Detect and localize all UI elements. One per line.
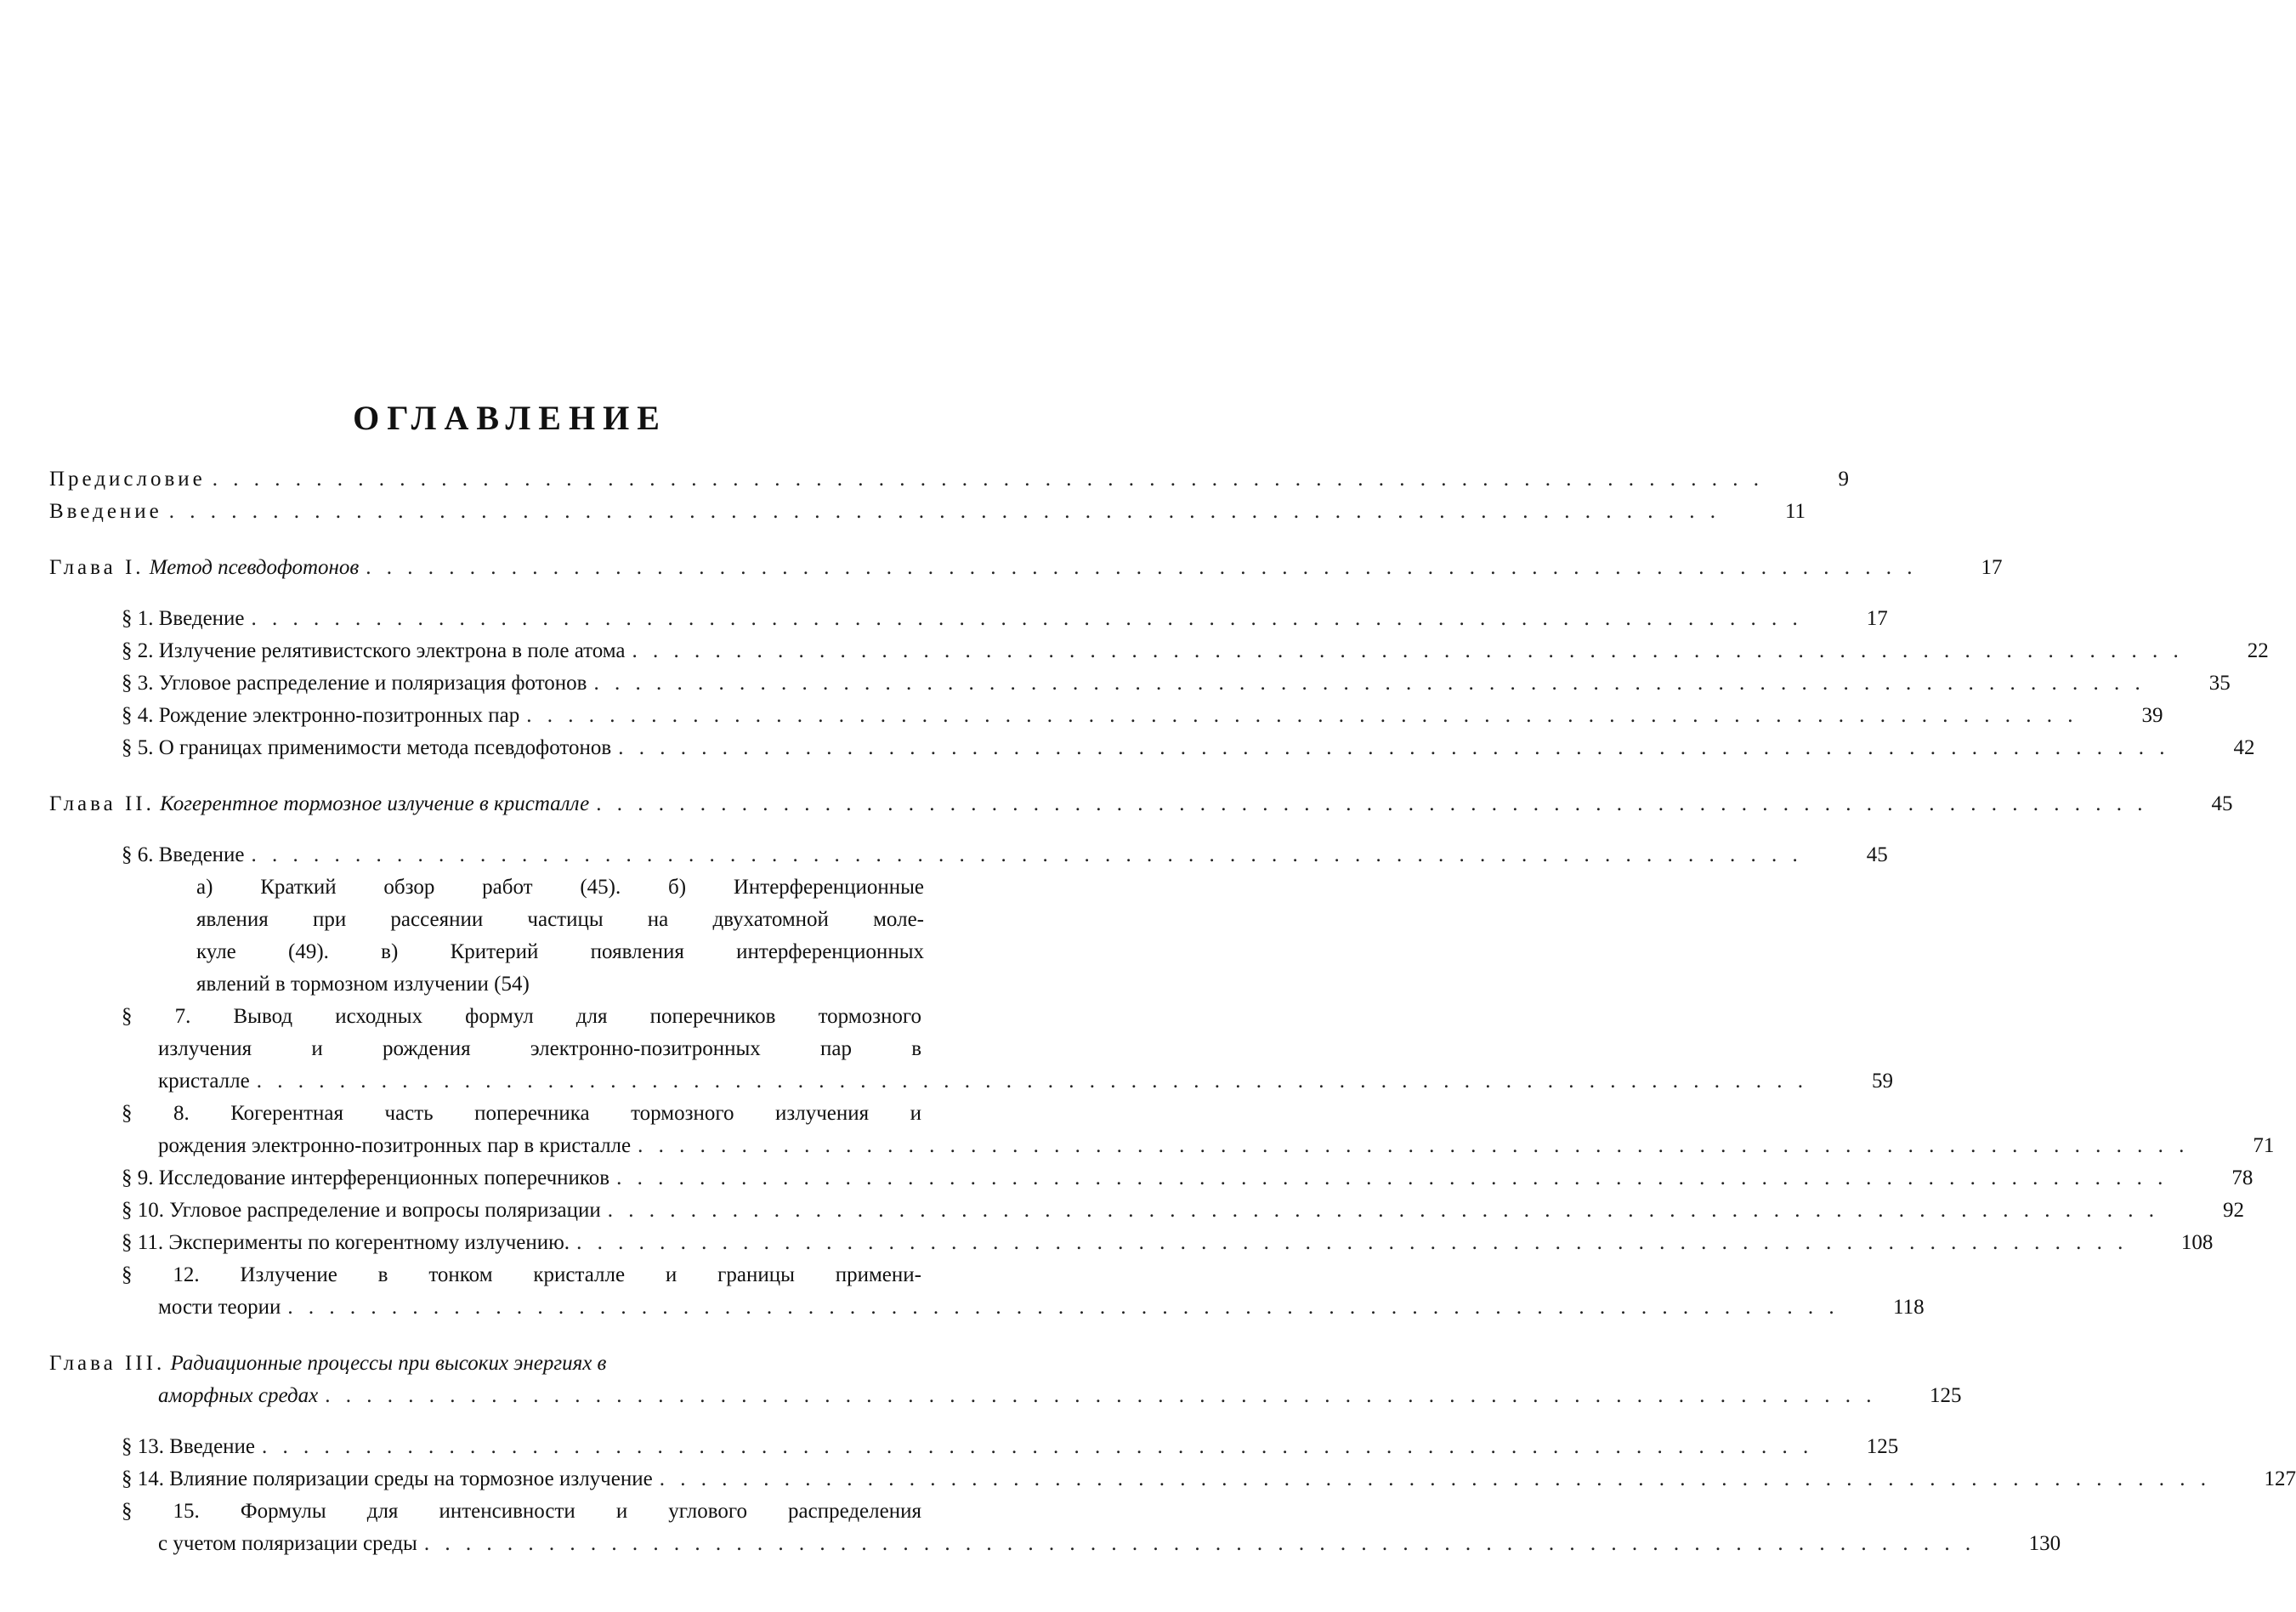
dot-leader: . . . . . . . . . . . . . . . . . . . . . . . . . . . . . . . . . . . . . . . . . . . . . . . . . . . . . . . . . . . . . . . . . . . . . . . . . . .: [423, 1532, 1976, 1555]
toc-section-10[interactable]: [49, 1195, 2244, 1227]
dot-leader: . . . . . . . . . . . . . . . . . . . . . . . . . . . . . . . . . . . . . . . . . . . . . . . . . . . . . . . . . . . . . . . . . . . . . . . . . . .: [168, 500, 1721, 523]
page-number: 11: [1784, 500, 1806, 523]
page-number: 45: [1866, 843, 1888, 866]
dot-leader: . . . . . . . . . . . . . . . . . . . . . . . . . . . . . . . . . . . . . . . . . . . . . . . . . . . . . . . . . . . . . . . . . . . . . . . . . . .: [576, 1231, 2129, 1254]
entry-label: Введение: [49, 500, 162, 523]
toc-section-15[interactable]: [49, 1496, 2061, 1560]
toc-entry-preface[interactable]: [49, 463, 1850, 496]
page-number: 71: [2253, 1134, 2275, 1157]
entry-label-line: § 15. Формулы для интенсивности и углового распределения: [122, 1500, 921, 1523]
page-number: 22: [2247, 639, 2269, 662]
chapter-title: Метод псевдофотонов: [149, 556, 360, 579]
entry-label: § 1. Введение: [122, 607, 245, 630]
toc-section-9[interactable]: [49, 1162, 2253, 1195]
chapter-label: Глава II.: [49, 792, 155, 815]
page-number: 17: [1866, 607, 1888, 630]
chapter-label: Глава I.: [49, 556, 145, 579]
entry-label-line: § 7. Вывод исходных формул для поперечников тормозного: [122, 1005, 921, 1028]
dot-leader: . . . . . . . . . . . . . . . . . . . . . . . . . . . . . . . . . . . . . . . . . . . . . . . . . . . . . . . . . . . . . . . . . . . . . . . . . . .: [325, 1384, 1877, 1407]
toc-chapter-1[interactable]: [49, 552, 2003, 584]
entry-label: § 5. О границах применимости метода псевдофотонов: [122, 736, 612, 759]
entry-label-line: мости теории: [158, 1296, 281, 1319]
dot-leader: . . . . . . . . . . . . . . . . . . . . . . . . . . . . . . . . . . . . . . . . . . . . . . . . . . . . . . . . . . . . . . . . . . . . . . . . . . .: [659, 1467, 2211, 1490]
page-number: 9: [1838, 468, 1850, 491]
toc-chapter-2[interactable]: [49, 788, 2233, 820]
page-number: 127: [2264, 1467, 2296, 1490]
page-number: 125: [1866, 1435, 1899, 1458]
subtopic-line: явлений в тормозном излучении (54): [196, 973, 530, 996]
toc-section-13[interactable]: [49, 1431, 1899, 1463]
page-title: ОГЛАВЛЕНИЕ: [353, 399, 667, 437]
entry-label: § 13. Введение: [122, 1435, 256, 1458]
page-number: 125: [1929, 1384, 1962, 1407]
subtopic-line: куле (49). в) Критерий появления интерференционных: [196, 940, 924, 963]
entry-label: § 11. Эксперименты по когерентному излучению.: [122, 1231, 570, 1254]
page-number: 35: [2208, 672, 2231, 695]
entry-label: § 6. Введение: [122, 843, 245, 866]
entry-label-line: рождения электронно-позитронных пар в кристалле: [158, 1134, 632, 1157]
subtopic-line: а) Краткий обзор работ (45). б) Интерференционные: [196, 876, 924, 899]
toc-section-5[interactable]: [49, 732, 2255, 764]
dot-leader: . . . . . . . . . . . . . . . . . . . . . . . . . . . . . . . . . . . . . . . . . . . . . . . . . . . . . . . . . . . . . . . . . . . . . . . . . . .: [632, 639, 2184, 662]
toc-section-8[interactable]: [49, 1098, 2275, 1162]
page-number: 45: [2211, 792, 2233, 815]
dot-leader: . . . . . . . . . . . . . . . . . . . . . . . . . . . . . . . . . . . . . . . . . . . . . . . . . . . . . . . . . . . . . . . . . . . . . . . . . . .: [366, 556, 1918, 579]
dot-leader: . . . . . . . . . . . . . . . . . . . . . . . . . . . . . . . . . . . . . . . . . . . . . . . . . . . . . . . . . . . . . . . . . . . . . . . . . . .: [596, 792, 2148, 815]
dot-leader: . . . . . . . . . . . . . . . . . . . . . . . . . . . . . . . . . . . . . . . . . . . . . . . . . . . . . . . . . . . . . . . . . . . . . . . . . . .: [526, 704, 2078, 727]
dot-leader: . . . . . . . . . . . . . . . . . . . . . . . . . . . . . . . . . . . . . . . . . . . . . . . . . . . . . . . . . . . . . . . . . . . . . . . . . . .: [616, 1166, 2168, 1189]
entry-label-line: кристалле: [158, 1070, 250, 1093]
page-number: 130: [2028, 1532, 2061, 1555]
section-6-subtopics: [49, 871, 976, 1001]
table-of-contents: [49, 463, 2296, 1560]
page-number: 92: [2223, 1199, 2244, 1222]
dot-leader: . . . . . . . . . . . . . . . . . . . . . . . . . . . . . . . . . . . . . . . . . . . . . . . . . . . . . . . . . . . . . . . . . . . . . . . . . . .: [212, 468, 1765, 491]
dot-leader: . . . . . . . . . . . . . . . . . . . . . . . . . . . . . . . . . . . . . . . . . . . . . . . . . . . . . . . . . . . . . . . . . . . . . . . . . . .: [593, 672, 2146, 695]
dot-leader: . . . . . . . . . . . . . . . . . . . . . . . . . . . . . . . . . . . . . . . . . . . . . . . . . . . . . . . . . . . . . . . . . . . . . . . . . . .: [638, 1134, 2190, 1157]
entry-label: § 10. Угловое распределение и вопросы поляризации: [122, 1199, 601, 1222]
dot-leader: . . . . . . . . . . . . . . . . . . . . . . . . . . . . . . . . . . . . . . . . . . . . . . . . . . . . . . . . . . . . . . . . . . . . . . . . . . .: [256, 1070, 1808, 1093]
toc-section-1[interactable]: [49, 603, 1888, 635]
entry-label: § 14. Влияние поляризации среды на тормозное излучение: [122, 1467, 653, 1490]
entry-label: § 3. Угловое распределение и поляризация фотонов: [122, 672, 587, 695]
page-number: 17: [1981, 556, 2003, 579]
dot-leader: . . . . . . . . . . . . . . . . . . . . . . . . . . . . . . . . . . . . . . . . . . . . . . . . . . . . . . . . . . . . . . . . . . . . . . . . . . .: [607, 1199, 2159, 1222]
subtopic-line: явления при рассеянии частицы на двухатомной моле-: [196, 908, 924, 931]
page-number: 118: [1893, 1296, 1925, 1319]
toc-section-7[interactable]: [49, 1001, 1893, 1098]
entry-label: § 2. Излучение релятивистского электрона в поле атома: [122, 639, 626, 662]
page-number: 78: [2231, 1166, 2253, 1189]
entry-label-line: § 8. Когерентная часть поперечника тормозного излучения и: [122, 1102, 921, 1125]
page-number: 39: [2141, 704, 2163, 727]
toc-entry-introduction[interactable]: [49, 496, 1806, 528]
entry-label-line: § 12. Излучение в тонком кристалле и границы примени-: [122, 1263, 921, 1286]
toc-section-12[interactable]: [49, 1259, 1925, 1324]
toc-section-4[interactable]: [49, 700, 2163, 732]
toc-section-14[interactable]: [49, 1463, 2296, 1496]
entry-label: § 4. Рождение электронно-позитронных пар: [122, 704, 520, 727]
chapter-title: Радиационные процессы при высоких энергиях в: [170, 1352, 607, 1375]
dot-leader: . . . . . . . . . . . . . . . . . . . . . . . . . . . . . . . . . . . . . . . . . . . . . . . . . . . . . . . . . . . . . . . . . . . . . . . . . . .: [287, 1296, 1840, 1319]
toc-section-3[interactable]: [49, 667, 2231, 700]
chapter-title-cont: аморфных средах: [158, 1384, 319, 1407]
toc-section-2[interactable]: [49, 635, 2269, 667]
entry-label: Предисловие: [49, 468, 206, 491]
entry-label: § 9. Исследование интерференционных поперечников: [122, 1166, 610, 1189]
toc-chapter-3[interactable]: [49, 1348, 1962, 1412]
toc-section-6[interactable]: [49, 839, 1888, 871]
entry-label-line: излучения и рождения электронно-позитронных пар в: [158, 1037, 921, 1060]
dot-leader: . . . . . . . . . . . . . . . . . . . . . . . . . . . . . . . . . . . . . . . . . . . . . . . . . . . . . . . . . . . . . . . . . . . . . . . . . . .: [251, 843, 1803, 866]
page-number: 42: [2233, 736, 2255, 759]
toc-section-11[interactable]: [49, 1227, 2214, 1259]
dot-leader: . . . . . . . . . . . . . . . . . . . . . . . . . . . . . . . . . . . . . . . . . . . . . . . . . . . . . . . . . . . . . . . . . . . . . . . . . . .: [262, 1435, 1814, 1458]
chapter-title: Когерентное тормозное излучение в кристалле: [160, 792, 590, 815]
entry-label-line: с учетом поляризации среды: [158, 1532, 417, 1555]
page-number: 108: [2180, 1231, 2214, 1254]
chapter-label: Глава III.: [49, 1352, 166, 1375]
page-number: 59: [1871, 1070, 1893, 1093]
dot-leader: . . . . . . . . . . . . . . . . . . . . . . . . . . . . . . . . . . . . . . . . . . . . . . . . . . . . . . . . . . . . . . . . . . . . . . . . . . .: [618, 736, 2170, 759]
dot-leader: . . . . . . . . . . . . . . . . . . . . . . . . . . . . . . . . . . . . . . . . . . . . . . . . . . . . . . . . . . . . . . . . . . . . . . . . . . .: [251, 607, 1803, 630]
